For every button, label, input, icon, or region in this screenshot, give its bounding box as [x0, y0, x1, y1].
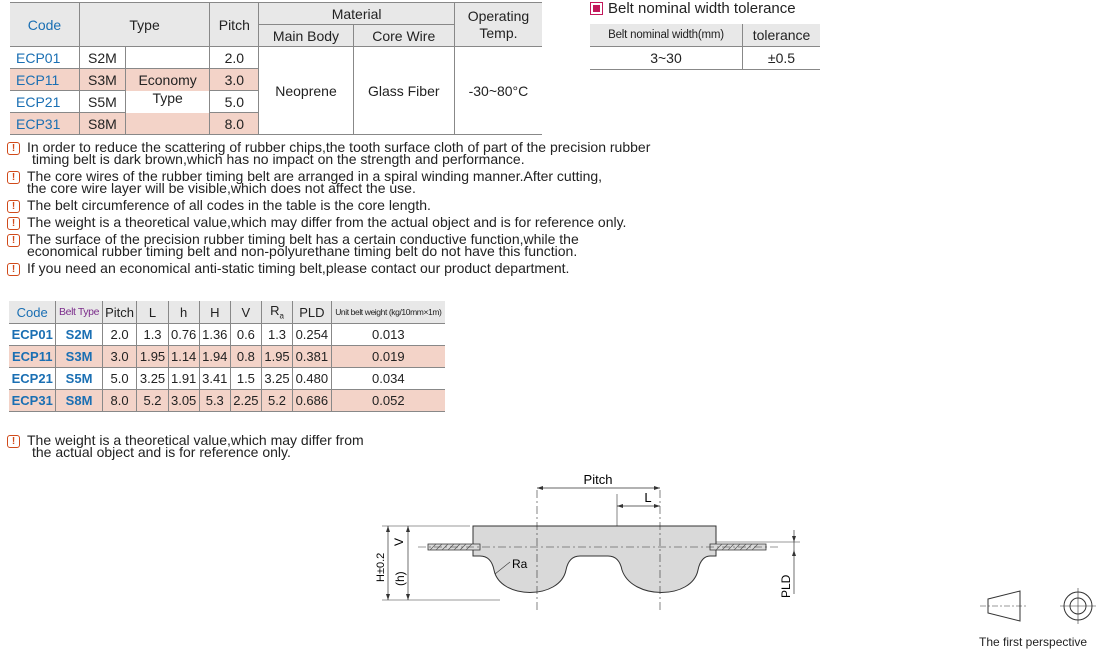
table-cell: 5.3 [199, 390, 230, 412]
tolerance-col2: tolerance [743, 24, 821, 47]
table-cell: ECP21 [9, 368, 56, 390]
table-cell: 5.2 [137, 390, 168, 412]
l-label: L [644, 490, 652, 505]
spec-header-material: Material [259, 3, 455, 25]
belt-shape [473, 526, 716, 593]
spec-code: ECP11 [10, 69, 79, 91]
table-cell: ECP11 [9, 346, 56, 368]
dim-header-h-small: h [168, 301, 199, 324]
spec-code: ECP31 [10, 113, 79, 135]
table-cell: 0.254 [293, 324, 332, 346]
table-cell: 3.25 [137, 368, 168, 390]
spec-pitch: 5.0 [210, 91, 259, 113]
table-cell: 3.25 [261, 368, 292, 390]
dim-header-pitch: Pitch [102, 301, 137, 324]
table-cell: 0.034 [331, 368, 445, 390]
spec-header-operating: Operating Temp. [454, 3, 542, 47]
spec-core-wire: Glass Fiber [353, 47, 454, 135]
dim-header-belt-type: Belt Type [56, 301, 102, 324]
spec-header-main-body: Main Body [259, 25, 353, 47]
dim-header-h-large: H [199, 301, 230, 324]
spec-type-economy: Economy [126, 69, 210, 91]
belt-profile-diagram [370, 470, 793, 615]
warning-icon: ! [7, 142, 20, 155]
table-row [10, 47, 542, 69]
spec-pitch: 2.0 [210, 47, 259, 69]
table-cell: 1.94 [199, 346, 230, 368]
warning-icon: ! [7, 263, 20, 276]
table-cell: 1.95 [261, 346, 292, 368]
table-cell: 3.41 [199, 368, 230, 390]
note: ! The belt circumference of all codes in the table is the core length. [7, 199, 827, 211]
table-row [9, 346, 445, 368]
table-cell: 0.019 [331, 346, 445, 368]
spec-temp: -30~80°C [454, 47, 542, 135]
dim-header-l: L [137, 301, 168, 324]
table-cell: 3.0 [102, 346, 137, 368]
table-cell: S5M [56, 368, 102, 390]
table-cell: 1.3 [137, 324, 168, 346]
table-cell: 0.480 [293, 368, 332, 390]
table-cell: 0.76 [168, 324, 199, 346]
warning-icon: ! [7, 171, 20, 184]
table-cell: 0.013 [331, 324, 445, 346]
notes-list [7, 141, 827, 279]
ra-label: Ra [512, 557, 528, 571]
warning-icon: ! [7, 234, 20, 247]
table-cell: 0.052 [331, 390, 445, 412]
spec-pitch: 3.0 [210, 69, 259, 91]
table-cell: S2M [56, 324, 102, 346]
spec-header-core-wire: Core Wire [353, 25, 454, 47]
spec-code: ECP01 [10, 47, 79, 69]
table-cell: 2.25 [230, 390, 261, 412]
table-row [9, 390, 445, 412]
spec-header-type: Type [79, 3, 209, 47]
table-cell: 5.2 [261, 390, 292, 412]
table-cell: 0.6 [230, 324, 261, 346]
tolerance-title-text: Belt nominal width tolerance [608, 0, 796, 17]
table-cell: S8M [56, 390, 102, 412]
spec-type-cell [126, 113, 210, 135]
table-cell: 3.05 [168, 390, 199, 412]
dimension-table [9, 301, 445, 412]
dim-header-code: Code [9, 301, 56, 324]
warning-icon: ! [7, 200, 20, 213]
tolerance-range: 3~30 [590, 47, 743, 70]
table-cell: 1.5 [230, 368, 261, 390]
spec-belt: S3M [79, 69, 125, 91]
note: ! The core wires of the rubber timing belt are arranged in a spiral winding manner.After cutting, the core wire layer will be visible,which does not affect the use. [7, 170, 827, 194]
warning-icon: ! [7, 435, 20, 448]
table-cell: 1.95 [137, 346, 168, 368]
table-cell: 1.14 [168, 346, 199, 368]
dim-header-pld: PLD [293, 301, 332, 324]
table-cell: 1.91 [168, 368, 199, 390]
note: ! The weight is a theoretical value,which may differ from the actual object and is for reference only. [7, 216, 827, 228]
table-cell: 0.381 [293, 346, 332, 368]
dim-header-v: V [230, 301, 261, 324]
v-label: V [392, 537, 406, 546]
tolerance-col1: Belt nominal width(mm) [590, 24, 743, 47]
warning-icon: ! [7, 217, 20, 230]
table-cell: 1.3 [261, 324, 292, 346]
spec-header-code: Code [10, 3, 79, 47]
table-row [9, 368, 445, 390]
first-perspective-icon [978, 585, 1103, 633]
table-cell: ECP01 [9, 324, 56, 346]
note: ! In order to reduce the scattering of rubber chips,the tooth surface cloth of part of the precision rubber timing belt is dark brown,which has no impact on the strength and performance. [7, 141, 827, 165]
square-bullet-icon [590, 2, 603, 15]
spec-type-cell [126, 47, 210, 69]
tolerance-title [590, 0, 796, 17]
table-cell: 0.686 [293, 390, 332, 412]
note-bottom: ! The weight is a theoretical value,which may differ from the actual object and is for reference only. [7, 434, 487, 458]
dim-header-ra: $R_a$ [261, 301, 292, 324]
pld-label: PLD [779, 574, 793, 598]
note: ! The surface of the precision rubber timing belt has a certain conductive function,while the economical rubber timing belt and non-polyurethane timing belt do not have this function. [7, 233, 827, 257]
note: ! If you need an economical anti-static timing belt,please contact our product department. [7, 262, 827, 274]
h-paren-label: (h) [393, 571, 407, 586]
spec-table [10, 2, 542, 135]
spec-main-body: Neoprene [259, 47, 353, 135]
pitch-label: Pitch [583, 472, 613, 487]
table-cell: S3M [56, 346, 102, 368]
spec-pitch: 8.0 [210, 113, 259, 135]
spec-belt: S5M [79, 91, 125, 113]
table-cell: ECP31 [9, 390, 56, 412]
spec-belt: S2M [79, 47, 125, 69]
table-cell: 0.8 [230, 346, 261, 368]
tolerance-table [590, 24, 820, 70]
h-tol-label: H±0.2 [375, 552, 387, 582]
dim-header-unit-weight: Unit belt weight (kg/10mm×1m) [331, 301, 445, 324]
spec-belt: S8M [79, 113, 125, 135]
spec-code: ECP21 [10, 91, 79, 113]
first-perspective-label: The first perspective [979, 635, 1088, 649]
tolerance-value: ±0.5 [743, 47, 821, 70]
spec-header-pitch: Pitch [210, 3, 259, 47]
table-cell: 2.0 [102, 324, 137, 346]
spec-type-type: Type [126, 91, 210, 113]
table-cell: 5.0 [102, 368, 137, 390]
table-cell: 8.0 [102, 390, 137, 412]
table-cell: 1.36 [199, 324, 230, 346]
table-row [9, 324, 445, 346]
